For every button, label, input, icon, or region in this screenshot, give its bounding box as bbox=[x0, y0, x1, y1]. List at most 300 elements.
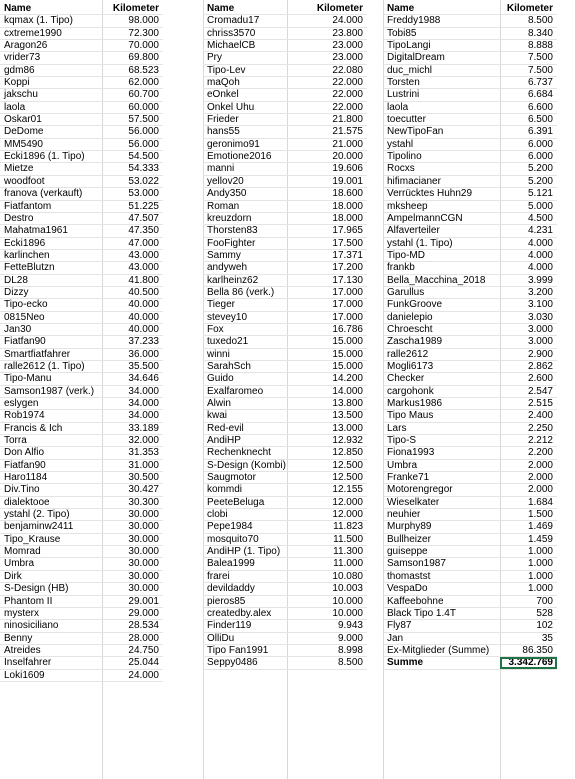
name-cell[interactable]: Smartfiatfahrer bbox=[4, 348, 71, 360]
kilometer-cell[interactable]: 5.200 bbox=[527, 163, 553, 175]
kilometer-cell[interactable]: 23.800 bbox=[332, 27, 363, 39]
kilometer-cell[interactable]: 21.000 bbox=[332, 138, 363, 150]
kilometer-cell[interactable]: 17.371 bbox=[332, 249, 363, 261]
kilometer-cell[interactable]: 28.534 bbox=[128, 620, 159, 632]
name-cell[interactable]: Tipo-S bbox=[387, 435, 417, 447]
name-cell[interactable]: Tipo-MD bbox=[387, 249, 425, 261]
kilometer-cell[interactable]: 36.000 bbox=[128, 348, 159, 360]
name-cell[interactable]: geronimo91 bbox=[207, 138, 260, 150]
kilometer-cell[interactable]: 102 bbox=[536, 620, 553, 632]
kilometer-cell[interactable]: 10.003 bbox=[332, 583, 363, 595]
name-cell[interactable]: SarahSch bbox=[207, 360, 251, 372]
name-cell[interactable]: manni bbox=[207, 163, 235, 175]
name-cell[interactable]: AndiHP (1. Tipo) bbox=[207, 546, 281, 558]
name-cell[interactable]: Alwin bbox=[207, 398, 231, 409]
kilometer-cell[interactable]: 17.965 bbox=[332, 225, 363, 237]
kilometer-cell[interactable]: 12.000 bbox=[332, 496, 363, 508]
kilometer-cell[interactable]: 40.000 bbox=[128, 299, 159, 311]
kilometer-cell[interactable]: 1.000 bbox=[527, 546, 553, 558]
kilometer-cell[interactable]: 11.000 bbox=[333, 558, 363, 570]
kilometer-cell[interactable]: 86.350 bbox=[522, 644, 553, 656]
kilometer-cell[interactable]: 2.212 bbox=[527, 435, 553, 447]
name-cell[interactable]: Cromadu17 bbox=[207, 15, 260, 27]
kilometer-cell[interactable]: 34.000 bbox=[128, 385, 159, 397]
kilometer-cell[interactable]: 3.000 bbox=[527, 336, 553, 348]
kilometer-cell[interactable]: 30.300 bbox=[128, 496, 159, 508]
name-cell[interactable]: toecutter bbox=[387, 114, 426, 126]
kilometer-cell[interactable]: 30.000 bbox=[128, 509, 159, 521]
kilometer-cell[interactable]: 5.121 bbox=[527, 188, 553, 200]
name-cell[interactable]: Thorsten83 bbox=[207, 225, 258, 237]
header-name-cell[interactable]: Name bbox=[4, 3, 32, 14]
name-cell[interactable]: Tieger bbox=[207, 299, 235, 311]
kilometer-cell[interactable]: 53.022 bbox=[128, 175, 159, 187]
kilometer-cell[interactable]: 72.300 bbox=[128, 27, 159, 39]
kilometer-cell[interactable]: 17.500 bbox=[332, 237, 363, 249]
name-cell[interactable]: eOnkel bbox=[207, 89, 239, 101]
kilometer-cell[interactable]: 8.998 bbox=[337, 644, 363, 656]
name-cell[interactable]: cargohonk bbox=[387, 385, 434, 397]
name-cell[interactable]: Balea1999 bbox=[207, 558, 255, 570]
name-cell[interactable]: ystahl bbox=[387, 138, 414, 150]
name-cell[interactable]: clobi bbox=[207, 509, 228, 521]
name-cell[interactable]: mksheep bbox=[387, 200, 428, 212]
kilometer-cell[interactable]: 2.400 bbox=[527, 410, 553, 422]
kilometer-cell[interactable]: 2.600 bbox=[527, 373, 553, 385]
name-cell[interactable]: Mietze bbox=[4, 163, 34, 175]
name-cell[interactable]: Benny bbox=[4, 632, 33, 644]
name-cell[interactable]: Fiatfantom bbox=[4, 200, 52, 212]
kilometer-cell[interactable]: 29.001 bbox=[128, 595, 159, 607]
name-cell[interactable]: Pry bbox=[207, 52, 222, 64]
kilometer-cell[interactable]: 22.000 bbox=[332, 77, 363, 89]
name-cell[interactable]: Atreides bbox=[4, 644, 41, 656]
kilometer-cell[interactable]: 11.300 bbox=[333, 546, 363, 558]
kilometer-cell[interactable]: 33.189 bbox=[128, 422, 159, 434]
name-cell[interactable]: Mogli6173 bbox=[387, 360, 434, 372]
name-cell[interactable]: Tipolino bbox=[387, 151, 422, 163]
kilometer-cell[interactable]: 56.000 bbox=[128, 126, 159, 138]
kilometer-cell[interactable]: 4.000 bbox=[527, 262, 553, 274]
kilometer-cell[interactable]: 11.500 bbox=[333, 533, 363, 545]
kilometer-cell[interactable]: 47.000 bbox=[128, 237, 159, 249]
kilometer-cell[interactable]: 2.200 bbox=[527, 447, 553, 459]
kilometer-cell[interactable]: 1.684 bbox=[527, 496, 553, 508]
name-cell[interactable]: kreuzdorn bbox=[207, 212, 252, 224]
kilometer-cell[interactable]: 6.000 bbox=[527, 151, 553, 163]
kilometer-cell[interactable]: 43.000 bbox=[128, 249, 159, 261]
kilometer-cell[interactable]: 18.600 bbox=[332, 188, 363, 200]
name-cell[interactable]: Tipo Fan1991 bbox=[207, 644, 269, 656]
kilometer-cell[interactable]: 24.000 bbox=[332, 15, 363, 27]
header-name-cell[interactable]: Name bbox=[207, 3, 235, 14]
kilometer-cell[interactable]: 54.333 bbox=[128, 163, 159, 175]
kilometer-cell[interactable]: 17.000 bbox=[332, 286, 363, 298]
name-cell[interactable]: Red-evil bbox=[207, 422, 244, 434]
name-cell[interactable]: Tipo_Krause bbox=[4, 533, 61, 545]
name-cell[interactable]: Haro1184 bbox=[4, 472, 48, 484]
name-cell[interactable]: Phantom II bbox=[4, 595, 53, 607]
name-cell[interactable]: pieros85 bbox=[207, 595, 246, 607]
kilometer-cell[interactable]: 56.000 bbox=[128, 138, 159, 150]
kilometer-cell[interactable]: 40.000 bbox=[128, 323, 159, 335]
kilometer-cell[interactable]: 57.500 bbox=[128, 114, 159, 126]
kilometer-cell[interactable]: 1.500 bbox=[527, 509, 553, 521]
kilometer-cell[interactable]: 40.500 bbox=[128, 286, 159, 298]
kilometer-cell[interactable]: 18.000 bbox=[332, 212, 363, 224]
name-cell[interactable]: Dizzy bbox=[4, 286, 29, 298]
name-cell[interactable]: Markus1986 bbox=[387, 398, 443, 409]
kilometer-cell[interactable]: 24.750 bbox=[128, 644, 159, 656]
kilometer-cell[interactable]: 12.000 bbox=[332, 509, 363, 521]
kilometer-cell[interactable]: 21.800 bbox=[332, 114, 363, 126]
kilometer-cell[interactable]: 18.000 bbox=[332, 200, 363, 212]
kilometer-cell[interactable]: 8.340 bbox=[527, 27, 553, 39]
kilometer-cell[interactable]: 30.427 bbox=[128, 484, 159, 496]
name-cell[interactable]: Onkel Uhu bbox=[207, 101, 255, 113]
header-name-cell[interactable]: Name bbox=[387, 3, 415, 14]
name-cell[interactable]: Ecki1896 (1. Tipo) bbox=[4, 151, 85, 163]
kilometer-cell[interactable]: 7.500 bbox=[527, 52, 553, 64]
kilometer-cell[interactable]: 2.862 bbox=[527, 360, 553, 372]
name-cell[interactable]: Pepe1984 bbox=[207, 521, 253, 533]
name-cell[interactable]: Tipo-Lev bbox=[207, 64, 246, 76]
kilometer-cell[interactable]: 13.500 bbox=[332, 410, 363, 422]
kilometer-cell[interactable]: 30.500 bbox=[128, 472, 159, 484]
kilometer-cell[interactable]: 40.000 bbox=[128, 311, 159, 323]
name-cell[interactable]: frankb bbox=[387, 262, 415, 274]
name-cell[interactable]: Bella_Macchina_2018 bbox=[387, 274, 486, 286]
name-cell[interactable]: woodfoot bbox=[4, 175, 45, 187]
name-cell[interactable]: Murphy89 bbox=[387, 521, 432, 533]
name-cell[interactable]: Don Alfio bbox=[4, 447, 45, 459]
name-cell[interactable]: laola bbox=[387, 101, 409, 113]
kilometer-cell[interactable]: 16.786 bbox=[332, 323, 363, 335]
kilometer-cell[interactable]: 2.547 bbox=[527, 385, 553, 397]
name-cell[interactable]: hifimacianer bbox=[387, 175, 441, 187]
kilometer-cell[interactable]: 10.000 bbox=[332, 607, 363, 619]
kilometer-cell[interactable]: 23.000 bbox=[332, 40, 363, 52]
kilometer-cell[interactable]: 43.000 bbox=[128, 262, 159, 274]
name-cell[interactable]: FooFighter bbox=[207, 237, 256, 249]
name-cell[interactable]: Roman bbox=[207, 200, 240, 212]
kilometer-cell[interactable]: 6.684 bbox=[527, 89, 553, 101]
name-cell[interactable]: Loki1609 bbox=[4, 669, 45, 681]
name-cell[interactable]: Destro bbox=[4, 212, 34, 224]
name-cell[interactable]: guiseppe bbox=[387, 546, 428, 558]
kilometer-cell[interactable]: 34.000 bbox=[128, 398, 159, 409]
name-cell[interactable]: Lars bbox=[387, 422, 407, 434]
kilometer-cell[interactable]: 25.044 bbox=[128, 657, 159, 669]
kilometer-cell[interactable]: 62.000 bbox=[128, 77, 159, 89]
name-cell[interactable]: duc_michl bbox=[387, 64, 433, 76]
name-cell[interactable]: Fox bbox=[207, 323, 224, 335]
name-cell[interactable]: Ecki1896 bbox=[4, 237, 46, 249]
name-cell[interactable]: laola bbox=[4, 101, 26, 113]
kilometer-cell[interactable]: 6.500 bbox=[527, 114, 553, 126]
kilometer-cell[interactable]: 3.200 bbox=[527, 286, 553, 298]
name-cell[interactable]: Oskar01 bbox=[4, 114, 42, 126]
name-cell[interactable]: Andy350 bbox=[207, 188, 247, 200]
name-cell[interactable]: yellov20 bbox=[207, 175, 244, 187]
name-cell[interactable]: Fiatfan90 bbox=[4, 336, 46, 348]
name-cell[interactable]: Sammy bbox=[207, 249, 241, 261]
kilometer-cell[interactable]: 30.000 bbox=[128, 558, 159, 570]
name-cell[interactable]: frarei bbox=[207, 570, 230, 582]
name-cell[interactable]: jakschu bbox=[4, 89, 38, 101]
name-cell[interactable]: benjaminw2411 bbox=[4, 521, 74, 533]
kilometer-cell[interactable]: 98.000 bbox=[128, 15, 159, 27]
kilometer-cell[interactable]: 3.999 bbox=[527, 274, 553, 286]
name-cell[interactable]: franova (verkauft) bbox=[4, 188, 83, 200]
kilometer-cell[interactable]: 41.800 bbox=[128, 274, 159, 286]
kilometer-cell[interactable]: 528 bbox=[536, 607, 553, 619]
name-cell[interactable]: MM5490 bbox=[4, 138, 43, 150]
kilometer-cell[interactable]: 31.000 bbox=[128, 459, 159, 471]
name-cell[interactable]: FetteBlutzn bbox=[4, 262, 55, 274]
kilometer-cell[interactable]: 15.000 bbox=[332, 336, 363, 348]
name-cell[interactable]: kommdi bbox=[207, 484, 243, 496]
name-cell[interactable]: Checker bbox=[387, 373, 425, 385]
kilometer-cell[interactable]: 10.080 bbox=[332, 570, 363, 582]
name-cell[interactable]: andyweh bbox=[207, 262, 248, 274]
kilometer-cell[interactable]: 9.000 bbox=[337, 632, 363, 644]
kilometer-cell[interactable]: 14.200 bbox=[332, 373, 363, 385]
name-cell[interactable]: eslygen bbox=[4, 398, 39, 409]
name-cell[interactable]: Finder119 bbox=[207, 620, 252, 632]
kilometer-cell[interactable]: 30.000 bbox=[128, 570, 159, 582]
name-cell[interactable]: Fly87 bbox=[387, 620, 412, 632]
kilometer-cell[interactable]: 14.000 bbox=[332, 385, 363, 397]
name-cell[interactable]: Alfaverteiler bbox=[387, 225, 440, 237]
name-cell[interactable]: TipoLangi bbox=[387, 40, 431, 52]
name-cell[interactable]: Koppi bbox=[4, 77, 30, 89]
name-cell[interactable]: ninosiciliano bbox=[4, 620, 59, 632]
kilometer-cell[interactable]: 30.000 bbox=[128, 533, 159, 545]
header-km-cell[interactable]: Kilometer bbox=[506, 3, 553, 14]
kilometer-cell[interactable]: 15.000 bbox=[332, 360, 363, 372]
name-cell[interactable]: ralle2612 (1. Tipo) bbox=[4, 360, 85, 372]
kilometer-cell[interactable]: 19.001 bbox=[332, 175, 363, 187]
name-cell[interactable]: Kaffeebohne bbox=[387, 595, 444, 607]
name-cell[interactable]: vrider73 bbox=[4, 52, 41, 64]
name-cell[interactable]: NewTipoFan bbox=[387, 126, 444, 138]
kilometer-cell[interactable]: 10.000 bbox=[332, 595, 363, 607]
kilometer-cell[interactable]: 2.250 bbox=[527, 422, 553, 434]
total-label-cell[interactable]: Summe bbox=[387, 657, 424, 669]
name-cell[interactable]: Freddy1988 bbox=[387, 15, 441, 27]
kilometer-cell[interactable]: 2.515 bbox=[527, 398, 553, 409]
name-cell[interactable]: Motorengregor bbox=[387, 484, 453, 496]
kilometer-cell[interactable]: 17.000 bbox=[332, 299, 363, 311]
kilometer-cell[interactable]: 4.231 bbox=[527, 225, 553, 237]
name-cell[interactable]: Rocxs bbox=[387, 163, 415, 175]
kilometer-cell[interactable]: 68.523 bbox=[128, 64, 159, 76]
kilometer-cell[interactable]: 12.932 bbox=[332, 435, 363, 447]
name-cell[interactable]: S-Design (Kombi) bbox=[207, 459, 286, 471]
name-cell[interactable]: Wieselkater bbox=[387, 496, 440, 508]
kilometer-cell[interactable]: 12.500 bbox=[332, 472, 363, 484]
kilometer-cell[interactable]: 24.000 bbox=[128, 669, 159, 681]
kilometer-cell[interactable]: 1.459 bbox=[527, 533, 553, 545]
name-cell[interactable]: Saugmotor bbox=[207, 472, 256, 484]
kilometer-cell[interactable]: 22.000 bbox=[332, 89, 363, 101]
name-cell[interactable]: Tipo-Manu bbox=[4, 373, 52, 385]
kilometer-cell[interactable]: 22.000 bbox=[332, 101, 363, 113]
kilometer-cell[interactable]: 29.000 bbox=[128, 607, 159, 619]
kilometer-cell[interactable]: 30.000 bbox=[128, 546, 159, 558]
kilometer-cell[interactable]: 9.943 bbox=[337, 620, 363, 632]
name-cell[interactable]: tuxedo21 bbox=[207, 336, 249, 348]
kilometer-cell[interactable]: 3.100 bbox=[527, 299, 553, 311]
name-cell[interactable]: karlheinz62 bbox=[207, 274, 259, 286]
name-cell[interactable]: ralle2612 bbox=[387, 348, 429, 360]
kilometer-cell[interactable]: 35.500 bbox=[128, 360, 159, 372]
kilometer-cell[interactable]: 5.000 bbox=[527, 200, 553, 212]
name-cell[interactable]: Jan30 bbox=[4, 323, 32, 335]
name-cell[interactable]: S-Design (HB) bbox=[4, 583, 69, 595]
name-cell[interactable]: PeeteBeluga bbox=[207, 496, 265, 508]
name-cell[interactable]: Tobi85 bbox=[387, 27, 417, 39]
kilometer-cell[interactable]: 20.000 bbox=[332, 151, 363, 163]
kilometer-cell[interactable]: 28.000 bbox=[128, 632, 159, 644]
kilometer-cell[interactable]: 4.000 bbox=[527, 249, 553, 261]
kilometer-cell[interactable]: 34.646 bbox=[128, 373, 159, 385]
kilometer-cell[interactable]: 53.000 bbox=[128, 188, 159, 200]
kilometer-cell[interactable]: 11.823 bbox=[333, 521, 363, 533]
name-cell[interactable]: hans55 bbox=[207, 126, 240, 138]
name-cell[interactable]: Emotione2016 bbox=[207, 151, 272, 163]
name-cell[interactable]: Guido bbox=[207, 373, 234, 385]
name-cell[interactable]: createdby.alex bbox=[207, 607, 272, 619]
name-cell[interactable]: AmpelmannCGN bbox=[387, 212, 463, 224]
kilometer-cell[interactable]: 1.469 bbox=[527, 521, 553, 533]
kilometer-cell[interactable]: 17.000 bbox=[332, 311, 363, 323]
kilometer-cell[interactable]: 30.000 bbox=[128, 583, 159, 595]
name-cell[interactable]: Francis & Ich bbox=[4, 422, 63, 434]
kilometer-cell[interactable]: 2.000 bbox=[527, 472, 553, 484]
kilometer-cell[interactable]: 3.000 bbox=[527, 323, 553, 335]
kilometer-cell[interactable]: 6.737 bbox=[527, 77, 553, 89]
kilometer-cell[interactable]: 35 bbox=[541, 632, 553, 644]
name-cell[interactable]: kwai bbox=[207, 410, 228, 422]
name-cell[interactable]: karlinchen bbox=[4, 249, 50, 261]
header-km-cell[interactable]: Kilometer bbox=[316, 3, 363, 14]
name-cell[interactable]: dialektooe bbox=[4, 496, 50, 508]
name-cell[interactable]: Tipo Maus bbox=[387, 410, 434, 422]
name-cell[interactable]: Bullheizer bbox=[387, 533, 431, 545]
kilometer-cell[interactable]: 6.391 bbox=[527, 126, 553, 138]
name-cell[interactable]: mosquito70 bbox=[207, 533, 259, 545]
name-cell[interactable]: thomastst bbox=[387, 570, 431, 582]
kilometer-cell[interactable]: 22.080 bbox=[332, 64, 363, 76]
kilometer-cell[interactable]: 51.225 bbox=[128, 200, 159, 212]
kilometer-cell[interactable]: 1.000 bbox=[527, 583, 553, 595]
name-cell[interactable]: Lustrini bbox=[387, 89, 420, 101]
kilometer-cell[interactable]: 2.900 bbox=[527, 348, 553, 360]
name-cell[interactable]: Mahatma1961 bbox=[4, 225, 68, 237]
kilometer-cell[interactable]: 15.000 bbox=[332, 348, 363, 360]
name-cell[interactable]: stevey10 bbox=[207, 311, 248, 323]
name-cell[interactable]: AndiHP bbox=[207, 435, 241, 447]
kilometer-cell[interactable]: 30.000 bbox=[128, 521, 159, 533]
name-cell[interactable]: Jan bbox=[387, 632, 404, 644]
kilometer-cell[interactable]: 54.500 bbox=[128, 151, 159, 163]
name-cell[interactable]: Umbra bbox=[4, 558, 35, 570]
kilometer-cell[interactable]: 13.800 bbox=[332, 398, 363, 409]
name-cell[interactable]: danielepio bbox=[387, 311, 433, 323]
name-cell[interactable]: VespaDo bbox=[387, 583, 428, 595]
name-cell[interactable]: Momrad bbox=[4, 546, 41, 558]
kilometer-cell[interactable]: 12.155 bbox=[332, 484, 363, 496]
kilometer-cell[interactable]: 34.000 bbox=[128, 410, 159, 422]
name-cell[interactable]: DeDome bbox=[4, 126, 44, 138]
kilometer-cell[interactable]: 21.575 bbox=[332, 126, 363, 138]
kilometer-cell[interactable]: 60.700 bbox=[128, 89, 159, 101]
kilometer-cell[interactable]: 12.500 bbox=[332, 459, 363, 471]
name-cell[interactable]: Ex-Mitglieder (Summe) bbox=[387, 644, 490, 656]
name-cell[interactable]: Rechenknecht bbox=[207, 447, 271, 459]
name-cell[interactable]: Verrücktes Huhn29 bbox=[387, 188, 473, 200]
name-cell[interactable]: Fiatfan90 bbox=[4, 459, 46, 471]
name-cell[interactable]: DL28 bbox=[4, 274, 28, 286]
name-cell[interactable]: Torsten bbox=[387, 77, 420, 89]
kilometer-cell[interactable]: 47.507 bbox=[128, 212, 159, 224]
name-cell[interactable]: mysterx bbox=[4, 607, 39, 619]
kilometer-cell[interactable]: 700 bbox=[536, 595, 553, 607]
kilometer-cell[interactable]: 1.000 bbox=[527, 570, 553, 582]
kilometer-cell[interactable]: 13.000 bbox=[332, 422, 363, 434]
name-cell[interactable]: Tipo-ecko bbox=[4, 299, 48, 311]
name-cell[interactable]: Chroescht bbox=[387, 323, 433, 335]
kilometer-cell[interactable]: 8.888 bbox=[527, 40, 553, 52]
kilometer-cell[interactable]: 23.000 bbox=[332, 52, 363, 64]
kilometer-cell[interactable]: 7.500 bbox=[527, 64, 553, 76]
kilometer-cell[interactable]: 17.130 bbox=[332, 274, 363, 286]
name-cell[interactable]: ystahl (1. Tipo) bbox=[387, 237, 453, 249]
name-cell[interactable]: devildaddy bbox=[207, 583, 255, 595]
name-cell[interactable]: Rob1974 bbox=[4, 410, 45, 422]
name-cell[interactable]: Samson1987 (verk.) bbox=[4, 385, 95, 397]
name-cell[interactable]: Aragon26 bbox=[4, 40, 48, 52]
name-cell[interactable]: Exalfaromeo bbox=[207, 385, 264, 397]
name-cell[interactable]: Inselfahrer bbox=[4, 657, 52, 669]
header-km-cell[interactable]: Kilometer bbox=[112, 3, 159, 14]
name-cell[interactable]: gdm86 bbox=[4, 64, 35, 76]
name-cell[interactable]: MichaelCB bbox=[207, 40, 256, 52]
kilometer-cell[interactable]: 6.000 bbox=[527, 138, 553, 150]
kilometer-cell[interactable]: 31.353 bbox=[128, 447, 159, 459]
kilometer-cell[interactable]: 70.000 bbox=[128, 40, 159, 52]
name-cell[interactable]: Div.Tino bbox=[4, 484, 40, 496]
kilometer-cell[interactable]: 6.600 bbox=[527, 101, 553, 113]
name-cell[interactable]: Umbra bbox=[387, 459, 418, 471]
name-cell[interactable]: kqmax (1. Tipo) bbox=[4, 15, 73, 27]
kilometer-cell[interactable]: 2.000 bbox=[527, 484, 553, 496]
name-cell[interactable]: Bella 86 (verk.) bbox=[207, 286, 275, 298]
kilometer-cell[interactable]: 60.000 bbox=[128, 101, 159, 113]
kilometer-cell[interactable]: 8.500 bbox=[337, 657, 363, 669]
kilometer-cell[interactable]: 4.500 bbox=[527, 212, 553, 224]
name-cell[interactable]: Franke71 bbox=[387, 472, 430, 484]
name-cell[interactable]: winni bbox=[207, 348, 230, 360]
name-cell[interactable]: Black Tipo 1.4T bbox=[387, 607, 456, 619]
kilometer-cell[interactable]: 4.000 bbox=[527, 237, 553, 249]
name-cell[interactable]: maQoh bbox=[207, 77, 240, 89]
name-cell[interactable]: Zascha1989 bbox=[387, 336, 443, 348]
name-cell[interactable]: Dirk bbox=[4, 570, 22, 582]
name-cell[interactable]: Fiona1993 bbox=[387, 447, 435, 459]
